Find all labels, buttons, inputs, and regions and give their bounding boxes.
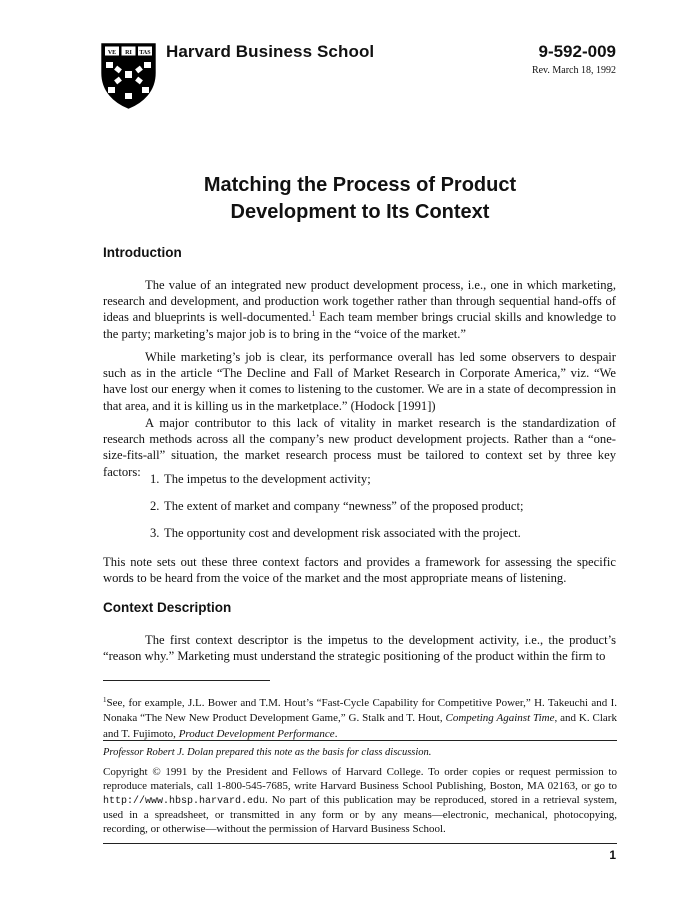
list-text: The impetus to the development activity; (164, 472, 371, 486)
list-number: 2. (150, 499, 160, 513)
footnote-book-title: Product Development Performance (178, 727, 335, 740)
list-text: The opportunity cost and development risk associated with the project. (164, 526, 521, 540)
website-link[interactable]: http://www.hbsp.harvard.edu (103, 795, 266, 807)
context-p1-text: The first context descriptor is the impetus to the development activity, i.e., the product’s “reason why.” Marketing must understand the strategic positioning of the product within the firm to (103, 633, 616, 664)
footnote-text: , and K. Clark and T. Fujimoto, (103, 712, 617, 740)
copyright-text: . No part of this publication may be reproduced, stored in a retrieval system, used in a spreadsheet, or transmitted in any form or by any means—electronic, mechanical, photocopying, recording, or otherwise—without the permission of Harvard Business School. (103, 793, 617, 835)
svg-text:RI: RI (125, 49, 132, 56)
footnote-text: See, for example, J.L. Bower and T.M. Hout’s “Fast-Cycle Capability for Competitive Power,” H. Takeuchi and I. Nonaka “The New New Product Development Game,” G. Stalk and T. Hout, (103, 697, 617, 725)
footnote-book-title: Competing Against Time (445, 712, 555, 725)
introduction-heading: Introduction (103, 245, 182, 260)
intro-paragraph-4: This note sets out these three context factors and provides a framework for assessing the specific words to be heard from the voice of the market and the most appropriate means of listening. (103, 555, 616, 586)
intro-p3-text: A major contributor to this lack of vitality in market research is the standardization of research methods across all the company’s new product development projects. Rather than a “one-size-fits-all” situation, the market research process must be tailored to context set by three key factors: (103, 416, 616, 479)
list-item (150, 499, 524, 514)
context-paragraph-1 (103, 632, 616, 664)
copyright-notice (103, 766, 617, 837)
title-line-1: Matching the Process of Product (203, 174, 517, 196)
harvard-shield-logo (101, 43, 156, 109)
title-line-2: Development to Its Context (230, 201, 490, 223)
page-number: 1 (609, 848, 616, 862)
page-title (100, 172, 620, 226)
footnote-text: . (334, 727, 338, 740)
list-number: 3. (150, 526, 160, 540)
intro-p1-tail: Each team member brings crucial skills and knowledge to the party; marketing’s major job is to bring in the “voice of the market.” (103, 310, 616, 341)
intro-p2-text: While marketing’s job is clear, its performance overall has led some observers to despair such as in the article “The Decline and Fall of Market Research in Corporate America,” viz. “We have lost our energy when it comes to listening to the customer. We are in a state of decompression in that area, and it is killing us in the marketplace.” (Hodock [1991]) (103, 350, 616, 413)
revision-date: Rev. March 18, 1992 (531, 65, 616, 76)
list-text: The extent of market and company “newness” of the proposed product; (164, 499, 524, 513)
list-item (150, 526, 521, 541)
svg-text:TAS: TAS (139, 49, 151, 56)
professor-note: Professor Robert J. Dolan prepared this note as the basis for class discussion. (103, 747, 432, 758)
document-number: 9-592-009 (538, 42, 616, 61)
footnote-number: 1 (103, 696, 107, 704)
footnote-ref: 1 (311, 309, 316, 319)
divider (103, 740, 617, 741)
footnote-divider (103, 680, 270, 681)
copyright-text: Copyright © 1991 by the President and Fellows of Harvard College. To order copies or request permission to reproduce materials, call 1-800-545-7685, write Harvard Business School Publishing, Boston, MA 02163, or go to (103, 766, 617, 792)
svg-text:VE: VE (107, 49, 117, 56)
divider (103, 843, 617, 844)
list-item (150, 472, 371, 487)
school-name: Harvard Business School (166, 42, 375, 61)
list-number: 1. (150, 472, 160, 486)
intro-paragraph-1 (103, 277, 616, 342)
context-heading: Context Description (103, 600, 232, 615)
intro-p1-text: The value of an integrated new product development process, i.e., one in which marketing, research and development, and production work together rather than through sequential hand-offs of ideas and blueprints is well-documented. (103, 278, 616, 325)
intro-paragraph-3 (103, 415, 616, 480)
intro-paragraph-2 (103, 349, 616, 414)
footnote (103, 696, 617, 742)
